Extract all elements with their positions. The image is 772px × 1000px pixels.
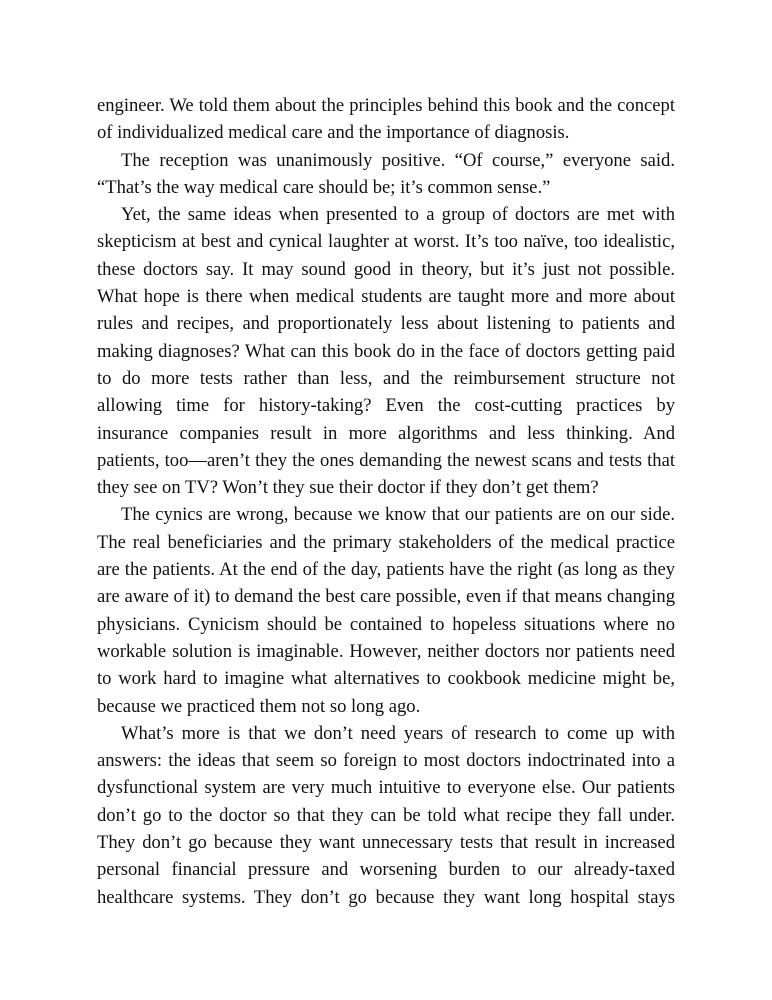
document-page bbox=[97, 92, 675, 911]
paragraph-cynics: The cynics are wrong, because we know that our patients are on our side. The real beneficiaries and the primary stakeholders of the medical practice are the patients. At the end of the day, patients have the right (as long as they are aware of it) to demand the best care possible, even if that means changing physicians. Cynicism should be contained to hopeless situations where no workable solution is imaginable. However, neither doctors nor patients need to work hard to imagine what alternatives to cookbook medicine might be, because we practiced them not so long ago. bbox=[97, 504, 675, 717]
paragraph-answers: What’s more is that we don’t need years of research to come up with answers: the ideas that seem so foreign to most doctors indoctrinated into a dysfunctional system are very much intuitive to everyone else. Our patients don’t go to the doctor so that they can be told what recipe they fall under. They don’t go because they want unnecessary tests that result in increased personal financial pressure and worsening burden to our already-taxed healthcare systems. They don’t go because they want long hospital stays bbox=[97, 722, 675, 908]
paragraph-skepticism: Yet, the same ideas when presented to a group of doctors are met with skepticism at best and cynical laughter at worst. It’s too naïve, too idealistic, these doctors say. It may sound good in theory, but it’s just not possible. What hope is there when medical students are taught more and more about rules and recipes, and proportionately less about listening to patients and making diagnoses? What can this book do in the face of doctors getting paid to do more tests rather than less, and the reimbursement structure not allowing time for history-taking? Even the cost-cutting practices by insurance companies result in more algorithms and less thinking. And patients, too—aren’t they the ones demanding the newest scans and tests that they see on TV? Won’t they sue their doctor if they don’t get them? bbox=[97, 204, 675, 499]
paragraph-reception: The reception was unanimously positive. “Of course,” everyone said. “That’s the way medical care should be; it’s common sense.” bbox=[97, 149, 675, 198]
paragraph-continuation: engineer. We told them about the principles behind this book and the concept of individualized medical care and the importance of diagnosis. bbox=[97, 95, 675, 144]
